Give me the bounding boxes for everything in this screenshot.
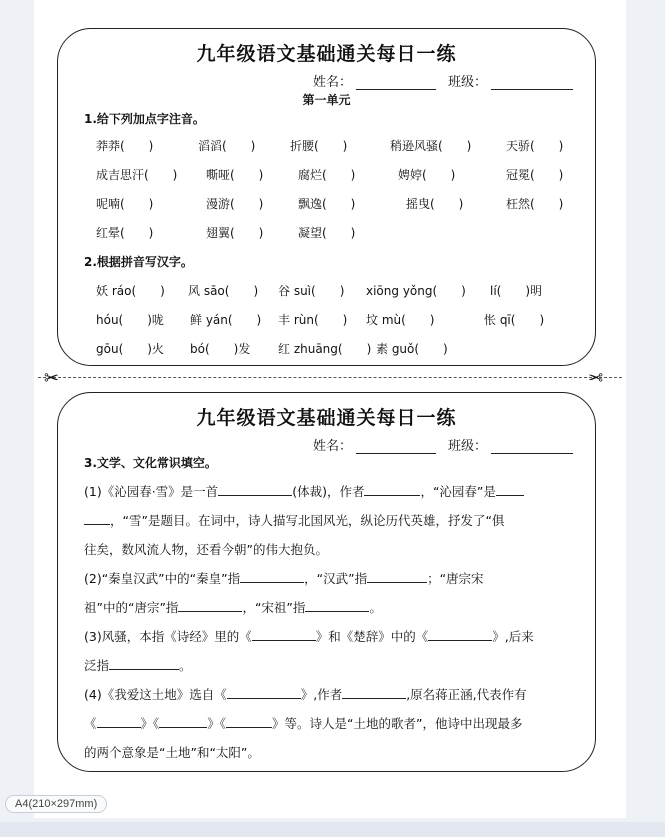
answer-blank[interactable] bbox=[84, 512, 110, 525]
answer-blank[interactable] bbox=[428, 628, 492, 641]
hanzi-item: 风 sāo( ) bbox=[188, 284, 259, 298]
question-line: 《 》《 》《 》等。诗人是“土地的歌者”，他诗中出现最多 bbox=[84, 716, 523, 731]
worksheet-title: 九年级语文基础通关每日一练 bbox=[196, 407, 457, 429]
hanzi-item: 坟 mù( ) bbox=[366, 313, 435, 327]
pinyin-item: 枉然( ) bbox=[506, 197, 564, 211]
worksheet-card-2 bbox=[57, 392, 596, 772]
hanzi-item: 谷 suì( ) bbox=[278, 284, 345, 298]
answer-blank[interactable] bbox=[159, 715, 207, 728]
name-class-bar bbox=[313, 71, 573, 90]
class-blank[interactable] bbox=[491, 440, 573, 454]
class-label: 班级： bbox=[447, 74, 487, 89]
class-label: 班级： bbox=[447, 438, 487, 453]
answer-blank[interactable] bbox=[252, 628, 316, 641]
pinyin-item: 漫游( ) bbox=[206, 197, 264, 211]
paper-size-badge[interactable]: A4(210×297mm) bbox=[5, 795, 107, 813]
pinyin-item: 冠冕( ) bbox=[506, 168, 564, 182]
answer-blank[interactable] bbox=[178, 599, 242, 612]
question-line: 祖”中的“唐宗”指 ，“宋祖”指 。 bbox=[84, 600, 382, 615]
question-line: (2)“秦皇汉武”中的“秦皇”指 ，“汉武”指 ；“唐宗宋 bbox=[84, 571, 484, 586]
bottom-status-bar bbox=[0, 822, 665, 837]
unit-heading: 第一单元 bbox=[302, 93, 351, 107]
class-blank[interactable] bbox=[491, 76, 573, 90]
section-2-heading: 2.根据拼音写汉字。 bbox=[84, 255, 193, 269]
pinyin-item: 成吉思汗( ) bbox=[96, 168, 178, 182]
question-block bbox=[84, 477, 568, 767]
hanzi-item: 丰 rùn( ) bbox=[278, 313, 348, 327]
pinyin-item: 摇曳( ) bbox=[406, 197, 464, 211]
answer-blank[interactable] bbox=[226, 715, 272, 728]
hanzi-item: gōu( )火 bbox=[96, 342, 164, 356]
worksheet-card-1 bbox=[57, 28, 596, 366]
pinyin-item: 飘逸( ) bbox=[298, 197, 356, 211]
answer-blank[interactable] bbox=[367, 570, 427, 583]
name-blank[interactable] bbox=[356, 440, 436, 454]
cut-line bbox=[38, 377, 622, 378]
answer-blank[interactable] bbox=[305, 599, 369, 612]
hanzi-item: 红 zhuāng( ) bbox=[278, 342, 372, 356]
pinyin-item: 稍逊风骚( ) bbox=[390, 139, 472, 153]
hanzi-item: 鲜 yán( ) bbox=[190, 313, 262, 327]
answer-blank[interactable] bbox=[342, 686, 406, 699]
name-label: 姓名： bbox=[312, 438, 352, 453]
question-line: 的两个意象是“土地”和“太阳”。 bbox=[84, 745, 260, 760]
pinyin-item: 莽莽( ) bbox=[96, 139, 154, 153]
hanzi-item: xiōng yǒng( ) bbox=[366, 284, 466, 298]
hanzi-item: lí( )明 bbox=[490, 284, 543, 298]
answer-blank[interactable] bbox=[364, 483, 420, 496]
section-3-heading: 3.文学、文化常识填空。 bbox=[84, 456, 217, 470]
pinyin-item: 凝望( ) bbox=[298, 226, 356, 240]
answer-blank[interactable] bbox=[227, 686, 301, 699]
answer-blank[interactable] bbox=[496, 483, 524, 496]
name-label: 姓名： bbox=[312, 74, 352, 89]
scissors-icon: ✂ bbox=[588, 368, 604, 389]
section-1-heading: 1.给下列加点字注音。 bbox=[84, 112, 205, 126]
question-line: (1)《沁园春·雪》是一首 (体裁)，作者 ，“沁园春”是 bbox=[84, 477, 568, 506]
hanzi-item: bó( )发 bbox=[190, 342, 251, 356]
answer-blank[interactable] bbox=[218, 483, 292, 496]
answer-blank[interactable] bbox=[97, 715, 141, 728]
answer-blank[interactable] bbox=[240, 570, 304, 583]
hanzi-item: 素 guǒ( ) bbox=[376, 342, 448, 356]
pinyin-item: 腐烂( ) bbox=[298, 168, 356, 182]
question-line: 往矣，数风流人物，还看今朝”的伟大抱负。 bbox=[84, 542, 328, 557]
pinyin-item: 娉婷( ) bbox=[398, 168, 456, 182]
pinyin-item: 折腰( ) bbox=[290, 139, 348, 153]
pinyin-item: 天骄( ) bbox=[506, 139, 564, 153]
name-blank[interactable] bbox=[356, 76, 436, 90]
answer-blank[interactable] bbox=[109, 657, 179, 670]
scissors-icon: ✂ bbox=[44, 368, 60, 389]
question-line: 泛指 。 bbox=[84, 658, 192, 673]
pinyin-item: 翅翼( ) bbox=[206, 226, 264, 240]
pinyin-item: 滔滔( ) bbox=[198, 139, 256, 153]
pinyin-item: 嘶哑( ) bbox=[206, 168, 264, 182]
worksheet-title: 九年级语文基础通关每日一练 bbox=[196, 43, 457, 65]
hanzi-item: 妖 ráo( ) bbox=[96, 284, 165, 298]
name-class-bar bbox=[313, 435, 573, 454]
pinyin-item: 红晕( ) bbox=[96, 226, 154, 240]
question-line: ，“雪”是题目。在词中，诗人描写北国风光，纵论历代英雄，抒发了“俱 bbox=[84, 506, 568, 535]
question-line: (3)风骚，本指《诗经》里的《 》和《楚辞》中的《 》,后来 bbox=[84, 629, 534, 644]
hanzi-item: 怅 qī( ) bbox=[484, 313, 545, 327]
pinyin-item: 呢喃( ) bbox=[96, 197, 154, 211]
hanzi-item: hóu( )咙 bbox=[96, 313, 164, 327]
question-line: (4)《我爱这土地》选自《 》,作者 ,原名蒋正涵,代表作有 bbox=[84, 687, 527, 702]
